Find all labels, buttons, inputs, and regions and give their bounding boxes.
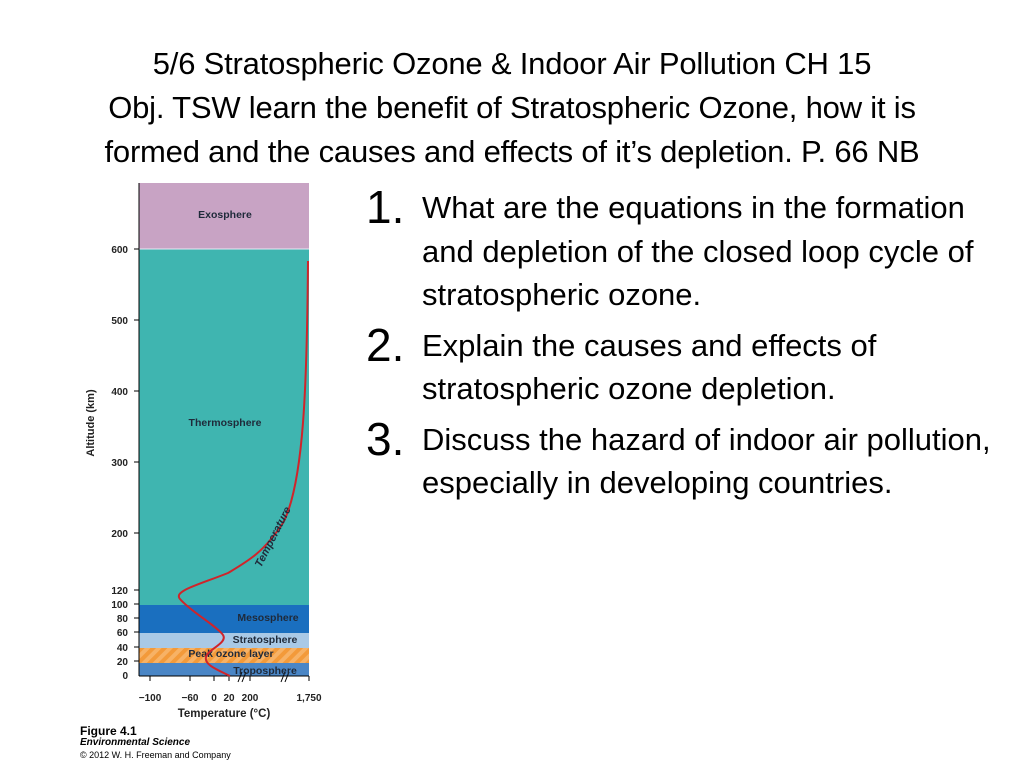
title-line-3: formed and the causes and effects of it’s depletion. P. 66 NB <box>104 134 920 169</box>
question-item <box>366 181 1016 317</box>
y-tick-600: 600 <box>111 245 128 256</box>
question-number: 1. <box>366 181 405 233</box>
exosphere-label: Exosphere <box>198 209 252 221</box>
caption-book: Environmental Science <box>80 737 191 748</box>
y-tick-120: 120 <box>111 586 128 597</box>
stratosphere-label: Stratosphere <box>232 634 298 646</box>
question-item <box>366 412 1016 505</box>
x-axis-label: Temperature (°C) <box>177 708 271 720</box>
x-tick-0: 0 <box>211 693 217 704</box>
y-tick-0: 0 <box>122 671 128 682</box>
x-tick-minus100: −100 <box>138 693 162 704</box>
question-item <box>366 318 1016 411</box>
caption-copyright: © 2012 W. H. Freeman and Company <box>80 750 231 760</box>
question-text: What are the equations in the formation and depletion of the closed loop cycle of stratospheric ozone. <box>422 190 974 312</box>
ozone-label: Peak ozone layer <box>188 648 274 660</box>
question-number: 2. <box>366 318 405 371</box>
y-tick-500: 500 <box>111 316 128 327</box>
y-tick-200: 200 <box>111 529 128 540</box>
y-tick-300: 300 <box>111 458 128 469</box>
question-text: Explain the causes and effects of stratospheric ozone depletion. <box>422 327 877 406</box>
atmosphere-figure <box>78 183 333 768</box>
temperature-curve-label: Temperature <box>252 504 294 570</box>
x-tick-20: 20 <box>223 693 235 704</box>
mesosphere-label: Mesosphere <box>237 612 299 624</box>
y-axis-label: Altitude (km) <box>85 389 97 457</box>
question-text: Discuss the hazard of indoor air pollution, especially in developing countries. <box>422 421 991 500</box>
y-tick-400: 400 <box>111 387 128 398</box>
y-tick-40: 40 <box>116 643 128 654</box>
troposphere-label: Troposphere <box>233 665 297 677</box>
x-tick-minus60: −60 <box>181 693 199 704</box>
y-tick-20: 20 <box>116 657 128 668</box>
y-tick-80: 80 <box>116 614 128 625</box>
atmosphere-diagram <box>78 183 333 728</box>
x-tick-200: 200 <box>241 693 259 704</box>
title-line-1: 5/6 Stratospheric Ozone & Indoor Air Pollution CH 15 <box>152 46 872 81</box>
thermosphere-label: Thermosphere <box>188 417 262 429</box>
slide-title <box>0 42 1024 174</box>
question-list <box>366 181 1016 512</box>
y-tick-60: 60 <box>116 628 128 639</box>
caption-title: Figure 4.1 <box>80 724 137 738</box>
title-line-2: Obj. TSW learn the benefit of Stratospheric Ozone, how it is <box>108 90 916 125</box>
x-tick-1750: 1,750 <box>296 693 322 704</box>
y-tick-100: 100 <box>111 600 128 611</box>
question-number: 3. <box>366 412 405 465</box>
figure-caption <box>80 725 231 761</box>
